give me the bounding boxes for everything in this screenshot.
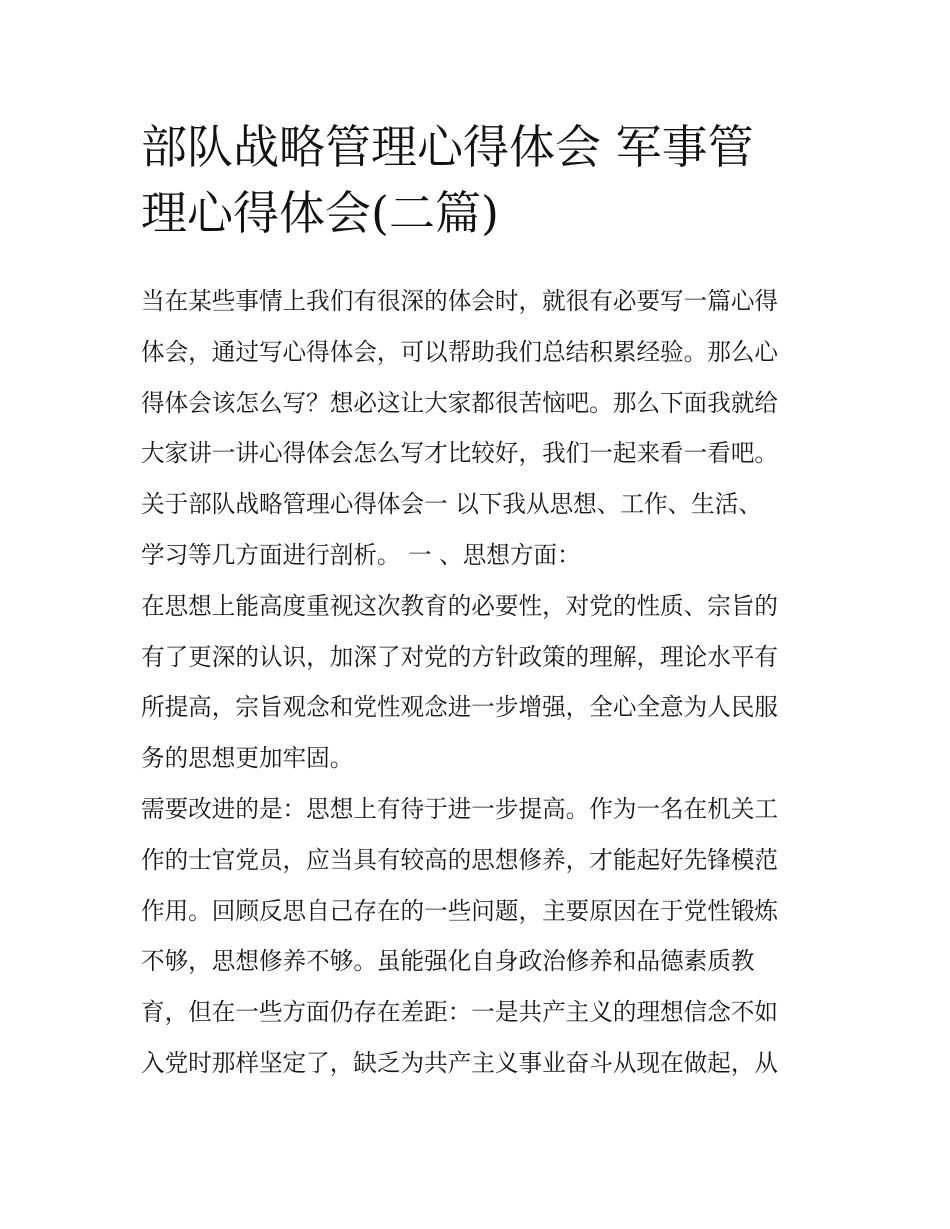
title-line-2: 理心得体会(二篇): [141, 186, 499, 240]
title-line-1: 部队战略管理心得体会 军事管: [141, 120, 754, 174]
body-line: 当在某些事情上我们有很深的体会时，就很有必要写一篇心得: [141, 287, 779, 315]
body-line: 不够，思想修养不够。虽能强化自身政治修养和品德素质教: [141, 947, 755, 976]
document-title: [141, 114, 821, 246]
body-line: 所提高，宗旨观念和党性观念进一步增强，全心全意为人民服: [141, 693, 779, 722]
body-line: 学习等几方面进行剖析。 一 、思想方面：: [141, 540, 581, 569]
body-line: 作用。回顾反思自己存在的一些问题，主要原因在于党性锻炼: [141, 896, 779, 925]
body-line: 有了更深的认识，加深了对党的方针政策的理解，理论水平有: [141, 642, 779, 671]
body-line: 得体会该怎么写？想必这让大家都很苦恼吧。那么下面我就给: [141, 388, 779, 417]
body-line: 在思想上能高度重视这次教育的必要性，对党的性质、宗旨的: [141, 591, 779, 620]
body-line: 体会，通过写心得体会，可以帮助我们总结积累经验。那么心: [141, 337, 779, 366]
body-line: 作的士官党员，应当具有较高的思想修养，才能起好先锋模范: [141, 845, 779, 874]
body-line: 入党时那样坚定了，缺乏为共产主义事业奋斗从现在做起，从: [141, 1048, 779, 1077]
body-line: 育，但在一些方面仍存在差距：一是共产主义的理想信念不如: [141, 998, 779, 1027]
body-line: 关于部队战略管理心得体会一 以下我从思想、工作、生活、: [141, 490, 762, 519]
body-line: 务的思想更加牢固。: [141, 744, 354, 773]
body-line: 需要改进的是：思想上有待于进一步提高。作为一名在机关工: [141, 794, 779, 823]
body-line: 大家讲一讲心得体会怎么写才比较好，我们一起来看一看吧。: [141, 439, 779, 468]
document-body: [141, 276, 821, 1089]
